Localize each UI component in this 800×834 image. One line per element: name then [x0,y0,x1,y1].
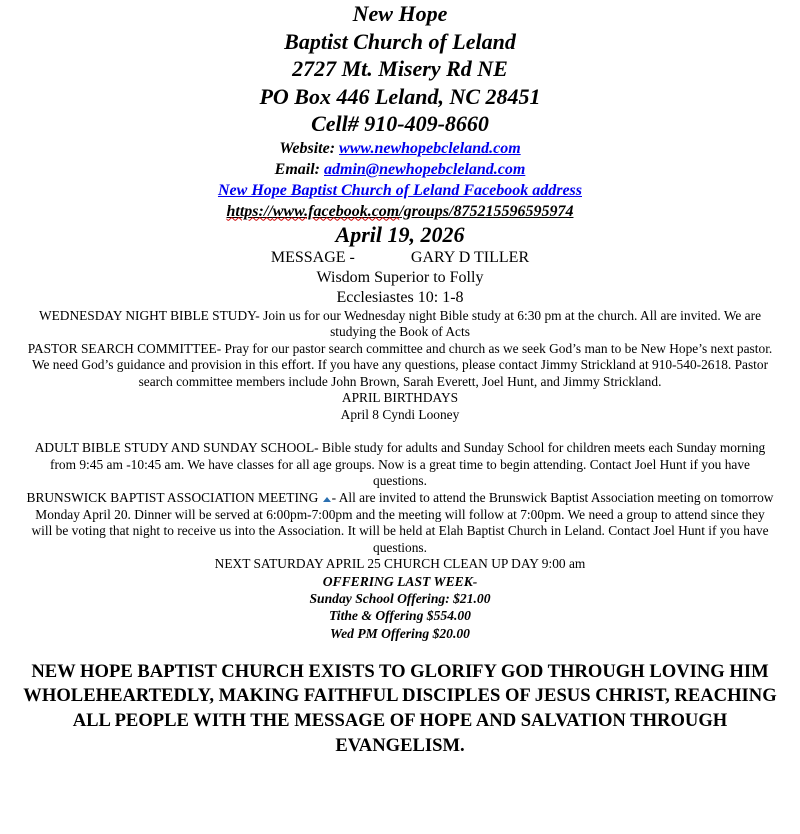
cell-phone: Cell# 910-409-8660 [311,111,489,136]
offering-wed-pm: Wed PM Offering $20.00 [330,625,470,641]
bulletin-date: April 19, 2026 [335,221,465,247]
pastor-search-committee: PASTOR SEARCH COMMITTEE- Pray for our pastor search committee and church as we seek God’s man to be New Hope’s next pastor. We need God’s guidance and provision in this effort. If you have any questions, please contact Jimmy Strickland at 910-540-2618. Pastor search committee members include John Brown, Sarah Everett, Joel Hunt, and Jimmy Strickland. [27,340,773,389]
facebook-url-part-c: /groups/875215596595974 [399,202,574,220]
message-label: MESSAGE - [270,248,355,266]
website-label: Website: [279,139,340,157]
offering-title: OFFERING LAST WEEK- [322,574,478,589]
website-link[interactable]: www.newhopebcleland.com [339,139,521,157]
po-box-address: PO Box 446 Leland, NC 28451 [259,83,541,109]
facebook-url-part-b: www.facebook.com [272,202,400,220]
brunswick-body: - All are invited to attend the Brunswick Baptist Association meeting on tomorrow Monday April 20. Dinner will be served at 6:00pm-7:00pm and the meeting will follow at 7:00pm. We need a group to attend since they will be voting that night to receive us into the Association. It will be held at Elah Baptist Church in Leland. Contact Joel Hunt if you have questions. [31,490,774,555]
brunswick-association-meeting [26,490,774,556]
brunswick-heading: BRUNSWICK BAPTIST ASSOCIATION MEETING [26,490,319,506]
adult-bible-study: ADULT BIBLE STUDY AND SUNDAY SCHOOL- Bible study for adults and Sunday School for children meets each Sunday morning from 9:45 am -10:45 am. We have classes for all age groups. Now is a great time to begin attending. Contact Joel Hunt if you have questions. [34,440,766,489]
wednesday-bible-study: WEDNESDAY NIGHT BIBLE STUDY- Join us for our Wednesday night Bible study at 6:30 pm at the church. All are invited. We are studying the Book of Acts [38,307,762,340]
message-line [0,248,800,268]
message-title: Wisdom Superior to Folly [316,268,484,286]
email-link[interactable]: admin@newhopebcleland.com [324,160,526,178]
website-line [0,138,800,159]
mission-statement: NEW HOPE BAPTIST CHURCH EXISTS TO GLORIFY GOD THROUGH LOVING HIM WHOLEHEARTEDLY, MAKING FAITHFUL DISCIPLES OF JESUS CHRIST, REACHING ALL PEOPLE WITH THE MESSAGE OF HOPE AND SALVATION THROUGH EVANGELISM. [23,660,777,756]
message-scripture: Ecclesiastes 10: 1-8 [336,288,464,306]
email-line [0,159,800,180]
church-name-line2: Baptist Church of Leland [284,28,516,54]
cleanup-day: NEXT SATURDAY APRIL 25 CHURCH CLEAN UP DAY 9:00 am [214,556,586,572]
offering-tithe: Tithe & Offering $554.00 [329,608,471,624]
insertion-caret-icon [323,497,331,502]
church-name-line1: New Hope [352,1,448,26]
facebook-link[interactable]: New Hope Baptist Church of Leland Facebook address [217,181,582,199]
message-speaker: GARY D TILLER [410,248,530,266]
birthdays-entry: April 8 Cyndi Looney [340,407,460,423]
street-address: 2727 Mt. Misery Rd NE [292,56,508,81]
offering-sunday-school: Sunday School Offering: $21.00 [309,591,491,607]
facebook-url-part-a: https:// [226,202,273,220]
facebook-url[interactable] [0,201,800,222]
birthdays-title: APRIL BIRTHDAYS [341,390,459,406]
blank-line [0,424,800,441]
email-label: Email: [274,160,325,178]
facebook-line [0,180,800,201]
